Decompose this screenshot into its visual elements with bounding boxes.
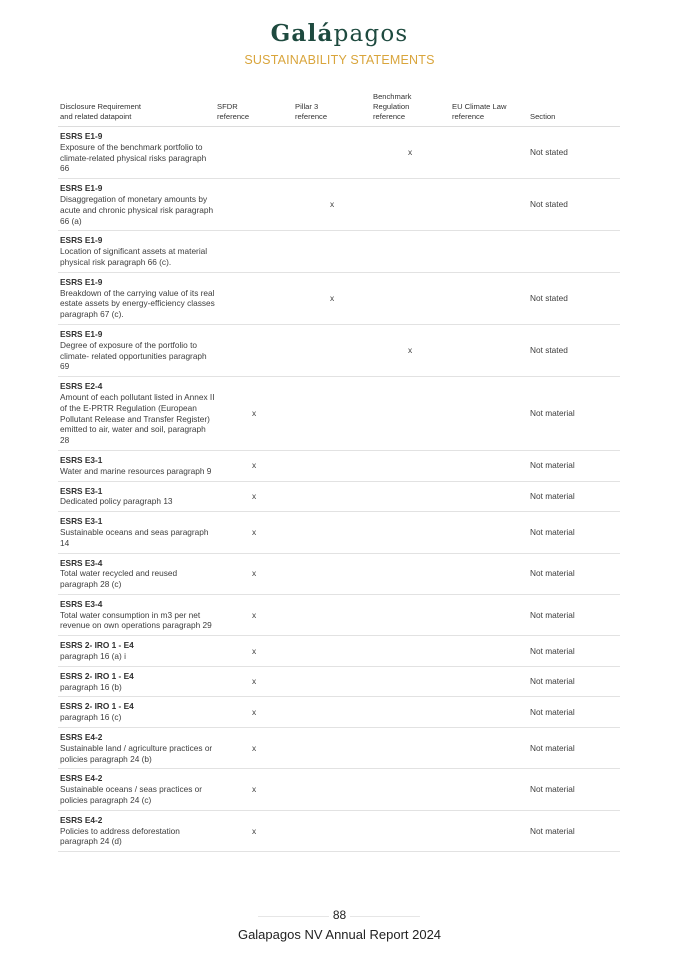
table-row [58,769,620,810]
company-logo [0,20,679,47]
disclosure-code: ESRS E1-9 [60,131,103,141]
section-cell: Not material [528,728,620,769]
disclosure-description: Dedicated policy paragraph 13 [60,496,173,507]
disclosure-cell [58,324,215,376]
benchmark-mark [371,769,450,810]
eu-climate-mark [450,728,528,769]
disclosure-description: Breakdown of the carrying value of its real estate assets by energy-efficiency classes paragraph 67 (c). [60,287,215,320]
sfdr-mark [215,324,293,376]
eu-climate-mark [450,324,528,376]
disclosure-code: ESRS 2- IRO 1 - E4 [60,670,134,681]
section-cell: Not material [528,553,620,594]
eu-climate-mark [450,450,528,481]
table-header-row [58,92,620,127]
section-cell: Not material [528,450,620,481]
benchmark-mark [371,810,450,851]
sfdr-mark: x [215,450,293,481]
disclosure-cell [58,450,215,481]
disclosure-description: Sustainable oceans / seas practices or policies paragraph 24 (c) [60,784,203,806]
table-row [58,127,620,179]
sfdr-mark: x [215,377,293,451]
eu-climate-mark [450,512,528,553]
disclosure-cell [58,636,215,667]
section-cell: Not material [528,810,620,851]
disclosure-description: Amount of each pollutant listed in Annex II of the E-PRTR Regulation (European Pollutant Release and Transfer Register) emitted to air, water and soil, paragraph 28 [60,391,215,446]
eu-climate-mark [450,377,528,451]
disclosure-code: ESRS E1-9 [60,183,103,194]
disclosure-cell [58,553,215,594]
sfdr-mark: x [215,553,293,594]
disclosure-code: ESRS E3-1 [60,485,103,496]
table-row [58,810,620,851]
eu-climate-mark [450,272,528,324]
pillar3-mark [293,666,371,697]
disclosure-cell [58,231,215,272]
disclosure-cell [58,127,215,179]
table-row [58,272,620,324]
disclosure-code: ESRS E3-1 [60,454,103,465]
sfdr-mark: x [215,728,293,769]
disclosure-cell [58,728,215,769]
section-cell: Not stated [528,127,620,179]
benchmark-mark [371,481,450,512]
header-pillar3: Pillar 3 reference [293,92,371,127]
disclosure-description: paragraph 16 (b) [60,681,122,692]
sfdr-mark: x [215,769,293,810]
disclosure-cell [58,594,215,635]
disclosure-code: ESRS E2-4 [60,381,103,392]
eu-climate-mark [450,594,528,635]
benchmark-mark [371,512,450,553]
sfdr-mark [215,272,293,324]
disclosure-description: paragraph 16 (c) [60,712,122,723]
disclosure-code: ESRS E3-1 [60,516,103,527]
disclosure-code: ESRS E4-2 [60,814,103,825]
benchmark-mark [371,728,450,769]
sfdr-mark [215,127,293,179]
disclosure-description: Exposure of the benchmark portfolio to climate-related physical risks paragraph 66 [60,141,207,174]
disclosure-description: Disaggregation of monetary amounts by acute and chronic physical risk paragraph 66 (a) [60,193,214,226]
pillar3-mark [293,231,371,272]
sfdr-mark: x [215,512,293,553]
header-section: Section [528,92,620,127]
pillar3-mark [293,728,371,769]
section-cell: Not material [528,666,620,697]
logo-bold-text: Galá [270,20,334,47]
disclosure-code: ESRS E4-2 [60,732,103,743]
eu-climate-mark [450,179,528,231]
section-cell: Not material [528,769,620,810]
disclosure-code: ESRS E3-4 [60,598,103,609]
disclosure-cell [58,666,215,697]
sfdr-mark: x [215,636,293,667]
disclosure-description: Policies to address deforestation paragraph 24 (d) [60,825,180,847]
section-cell: Not material [528,636,620,667]
disclosure-cell [58,179,215,231]
sfdr-mark: x [215,594,293,635]
pillar3-mark [293,324,371,376]
disclosure-cell [58,697,215,728]
disclosure-code: ESRS E3-4 [60,557,103,568]
pillar3-mark [293,377,371,451]
disclosure-cell [58,512,215,553]
table-row [58,231,620,272]
table-row [58,636,620,667]
header-disclosure: Disclosure Requirement and related datapoint [58,92,215,127]
pillar3-mark: x [293,179,371,231]
table-row [58,481,620,512]
disclosure-description: Location of significant assets at material physical risk paragraph 66 (c). [60,246,208,267]
eu-climate-mark [450,231,528,272]
eu-climate-mark [450,553,528,594]
pillar3-mark: x [293,272,371,324]
disclosure-code: ESRS E1-9 [60,328,103,339]
header-sfdr: SFDR reference [215,92,293,127]
report-title: Galapagos NV Annual Report 2024 [237,927,442,942]
disclosure-table [58,92,620,852]
page-number: 88 [0,908,679,922]
table-row [58,377,620,451]
pillar3-mark [293,512,371,553]
pillar3-mark [293,769,371,810]
eu-climate-mark [450,127,528,179]
table-row [58,594,620,635]
eu-climate-mark [450,636,528,667]
disclosure-description: Sustainable oceans and seas paragraph 14 [60,526,209,548]
disclosure-description: Total water consumption in m3 per net revenue on own operations paragraph 29 [60,609,212,631]
table-row [58,553,620,594]
table-row [58,179,620,231]
eu-climate-mark [450,769,528,810]
benchmark-mark: x [371,127,450,179]
sfdr-mark: x [215,481,293,512]
eu-climate-mark [450,697,528,728]
pillar3-mark [293,450,371,481]
disclosure-description: Total water recycled and reused paragraph 28 (c) [60,568,178,590]
pillar3-mark [293,481,371,512]
pillar3-mark [293,594,371,635]
sfdr-mark [215,231,293,272]
table-row [58,324,620,376]
logo-light-text: pagos [333,21,409,47]
benchmark-mark: x [371,324,450,376]
disclosure-description: Degree of exposure of the portfolio to climate- related opportunities paragraph 69 [60,339,207,372]
header-eu-climate: EU Climate Law reference [450,92,528,127]
section-cell: Not material [528,697,620,728]
table-row [58,697,620,728]
sfdr-mark: x [215,697,293,728]
disclosure-description: Water and marine resources paragraph 9 [60,465,212,476]
table-row [58,666,620,697]
benchmark-mark [371,666,450,697]
pillar3-mark [293,810,371,851]
benchmark-mark [371,272,450,324]
pillar3-mark [293,636,371,667]
section-cell: Not stated [528,324,620,376]
section-cell [528,231,620,272]
benchmark-mark [371,377,450,451]
eu-climate-mark [450,666,528,697]
section-cell: Not material [528,512,620,553]
pillar3-mark [293,553,371,594]
disclosure-code: ESRS E4-2 [60,773,103,784]
disclosure-code: ESRS 2- IRO 1 - E4 [60,640,134,651]
section-cell: Not material [528,481,620,512]
eu-climate-mark [450,481,528,512]
benchmark-mark [371,553,450,594]
table-row [58,512,620,553]
sfdr-mark: x [215,810,293,851]
disclosure-description: paragraph 16 (a) i [60,651,126,662]
section-cell: Not material [528,377,620,451]
disclosure-code: ESRS E1-9 [60,235,103,246]
section-cell: Not stated [528,272,620,324]
disclosure-cell [58,481,215,512]
pillar3-mark [293,697,371,728]
table-row [58,728,620,769]
section-subtitle: SUSTAINABILITY STATEMENTS [244,53,435,67]
sfdr-mark [215,179,293,231]
benchmark-mark [371,450,450,481]
section-cell: Not stated [528,179,620,231]
benchmark-mark [371,231,450,272]
benchmark-mark [371,179,450,231]
pillar3-mark [293,127,371,179]
disclosure-code: ESRS 2- IRO 1 - E4 [60,701,134,712]
benchmark-mark [371,636,450,667]
disclosure-description: Sustainable land / agriculture practices or policies paragraph 24 (b) [60,742,213,764]
table-row [58,450,620,481]
disclosure-cell [58,272,215,324]
benchmark-mark [371,697,450,728]
eu-climate-mark [450,810,528,851]
disclosure-cell [58,810,215,851]
header-benchmark: Benchmark Regulation reference [371,92,450,127]
disclosure-code: ESRS E1-9 [60,276,103,287]
sfdr-mark: x [215,666,293,697]
section-cell: Not material [528,594,620,635]
disclosure-cell [58,769,215,810]
disclosure-cell [58,377,215,451]
benchmark-mark [371,594,450,635]
